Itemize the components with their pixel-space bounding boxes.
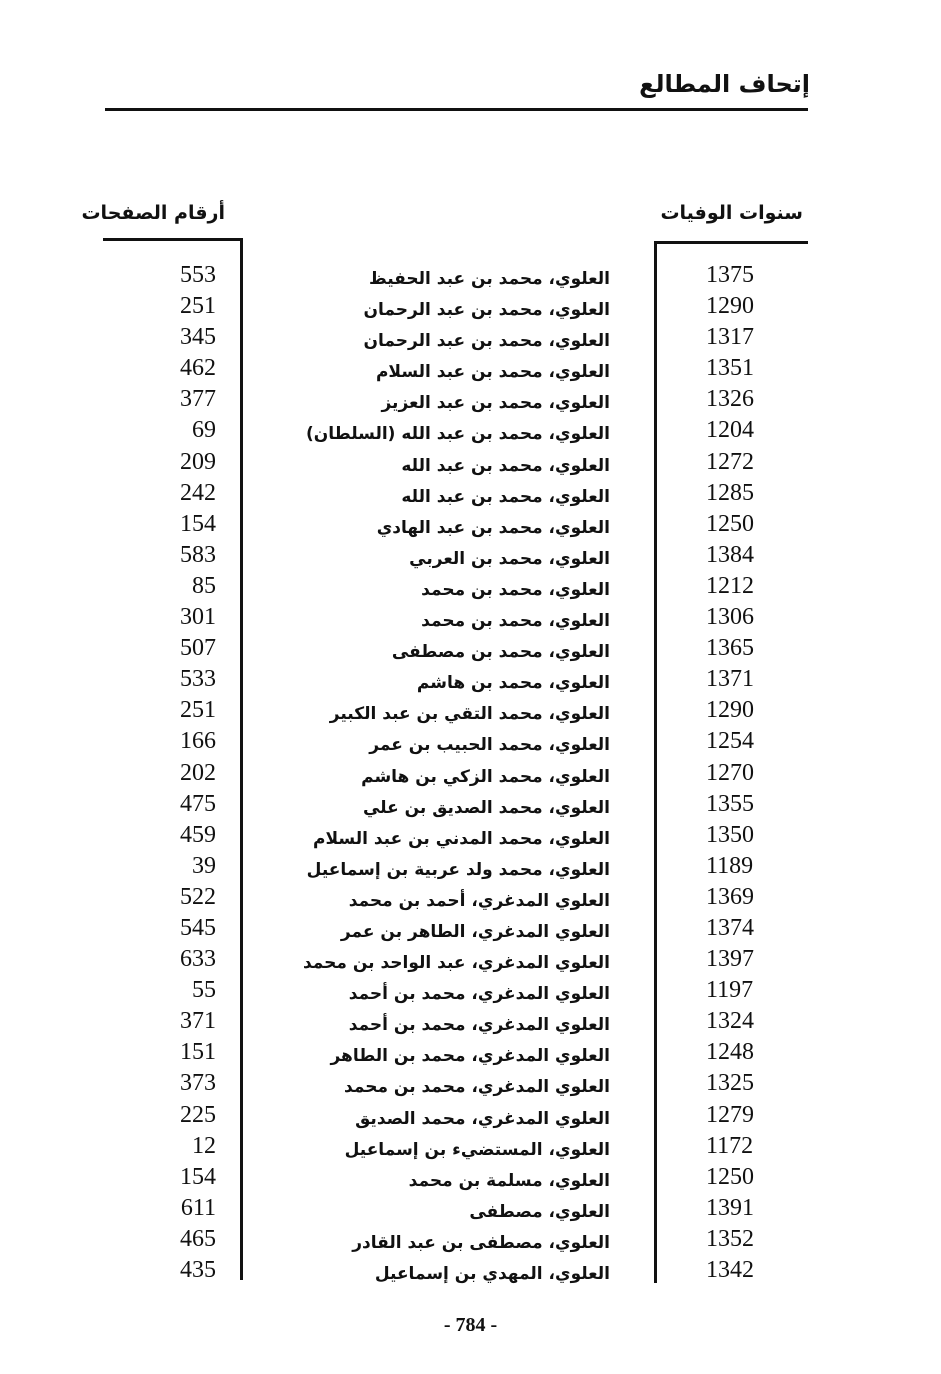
table-row [0,1100,941,1131]
page-reference: 69 [192,417,216,444]
person-name: العلوي، محمد الحبيب بن عمر [369,735,610,756]
page-reference: 553 [180,262,216,288]
death-year: 1384 [706,541,754,568]
table-row [0,353,941,384]
years-column-rule-top [656,241,808,244]
death-year: 1369 [706,883,754,910]
death-year: 1391 [706,1194,754,1221]
person-name: العلوي، محمد بن عبد العزيز [381,393,610,414]
page-reference: 166 [180,728,216,755]
death-year: 1212 [706,572,754,599]
table-row [0,1131,941,1162]
table-row [0,851,941,882]
page-reference: 611 [180,1194,216,1221]
person-name: العلوي، محمد بن هاشم [416,673,610,694]
person-name: العلوي، محمد بن عبد السلام [375,362,610,383]
table-row [0,633,941,664]
page-reference: 12 [192,1132,216,1159]
person-name: العلوي المدغري، عبد الواحد بن محمد [302,953,610,974]
table-row [0,571,941,602]
page-reference: 39 [192,852,216,879]
person-name: العلوي، محمد بن عبد الحفيظ [368,269,610,289]
death-year: 1172 [706,1132,754,1159]
table-row [0,820,941,851]
person-name: العلوي المدغري، محمد بن محمد [344,1077,610,1098]
running-title: إتحاف المطالع [639,70,810,98]
table-row [0,975,941,1006]
page-reference: 533 [180,666,216,693]
page-reference: 583 [180,541,216,568]
page-reference: 151 [180,1039,216,1066]
page-reference: 154 [180,510,216,537]
person-name: العلوي المدغري، الطاهر بن عمر [340,921,610,942]
table-row [0,1037,941,1068]
person-name: العلوي، محمد بن عبد الله [401,486,610,507]
death-year: 1397 [706,946,754,973]
death-year: 1248 [706,1039,754,1066]
person-name: العلوي، محمد الزكي بن هاشم [361,766,610,787]
pages-column-rule-top [103,238,243,241]
death-year: 1375 [706,262,754,288]
page-number: - 784 - [443,1314,498,1336]
death-year: 1326 [706,386,754,413]
death-year: 1325 [706,1070,754,1097]
person-name: العلوي، محمد المدني بن عبد السلام [313,828,610,849]
person-name: العلوي، محمد بن عبد الرحمان [363,331,610,352]
years-column-heading: سنوات الوفيات [660,202,803,224]
table-row [0,726,941,757]
death-year: 1250 [706,510,754,537]
page-reference: 251 [180,293,216,320]
person-name: العلوي، محمد بن محمد [421,611,610,632]
person-name: العلوي المدغري، محمد بن الطاهر [330,1046,610,1067]
page-reference: 545 [180,914,216,941]
death-year: 1324 [706,1008,754,1035]
table-row [0,291,941,322]
page-reference: 462 [180,355,216,382]
table-row [0,509,941,540]
death-year: 1285 [706,479,754,506]
table-row [0,1224,941,1255]
page-reference: 459 [180,821,216,848]
person-name: العلوي المدغري، أحمد بن محمد [348,890,610,911]
page-reference: 371 [180,1008,216,1035]
person-name: العلوي، محمد ولد عربية بن إسماعيل [306,859,610,880]
death-year: 1355 [706,790,754,817]
person-name: العلوي، محمد بن عبد الرحمان [363,300,610,321]
death-year: 1254 [706,728,754,755]
page-reference: 373 [180,1070,216,1097]
person-name: العلوي، محمد بن عبد الله (السلطان) [306,424,610,445]
death-year: 1350 [706,821,754,848]
table-row [0,384,941,415]
person-name: العلوي، محمد بن عبد الهادي [376,517,610,538]
page-reference: 435 [180,1257,216,1283]
page-reference: 242 [180,479,216,506]
death-year: 1250 [706,1163,754,1190]
person-name: العلوي، محمد الصديق بن علي [362,797,610,818]
header-rule [105,108,808,111]
person-name: العلوي، مسلمة بن محمد [408,1170,610,1191]
death-year: 1365 [706,635,754,662]
death-year: 1371 [706,666,754,693]
page-reference: 209 [180,448,216,475]
page-reference: 85 [192,572,216,599]
death-year: 1290 [706,697,754,724]
death-year: 1306 [706,604,754,631]
table-row [0,944,941,975]
person-name: العلوي، محمد بن عبد الله [401,455,610,476]
person-name: العلوي، المهدي بن إسماعيل [374,1264,610,1284]
page-reference: 465 [180,1225,216,1252]
table-row [0,540,941,571]
table-row [0,789,941,820]
person-name: العلوي، المستضيء بن إسماعيل [344,1139,610,1160]
person-name: العلوي، مصطفى بن عبد القادر [352,1232,610,1253]
page-reference: 251 [180,697,216,724]
page-reference: 225 [180,1101,216,1128]
table-row [0,1162,941,1193]
death-year: 1374 [706,914,754,941]
page-reference: 475 [180,790,216,817]
page-reference: 507 [180,635,216,662]
person-name: العلوي، محمد التقي بن عبد الكبير [329,704,610,725]
pages-column-heading: أرقام الصفحات [81,202,225,224]
death-year: 1351 [706,355,754,382]
page-reference: 301 [180,604,216,631]
table-row [0,415,941,446]
page-reference: 345 [180,324,216,351]
person-name: العلوي، محمد بن العربي [409,548,610,569]
table-row [0,260,941,291]
death-year: 1317 [706,324,754,351]
table-row [0,478,941,509]
person-name: العلوي المدغري، محمد بن أحمد [348,1015,610,1036]
table-row [0,913,941,944]
death-year: 1204 [706,417,754,444]
page-reference: 154 [180,1163,216,1190]
table-row [0,1193,941,1224]
table-row [0,758,941,789]
table-row [0,1006,941,1037]
page-reference: 55 [192,977,216,1004]
death-year: 1279 [706,1101,754,1128]
person-name: العلوي المدغري، محمد الصديق [355,1108,610,1129]
page-reference: 202 [180,759,216,786]
person-name: العلوي المدغري، محمد بن أحمد [348,984,610,1005]
death-year: 1272 [706,448,754,475]
table-row [0,882,941,913]
index-table [0,260,941,1286]
death-year: 1342 [706,1257,754,1283]
page-reference: 522 [180,883,216,910]
table-row [0,695,941,726]
table-row [0,447,941,478]
death-year: 1290 [706,293,754,320]
person-name: العلوي، محمد بن محمد [421,579,610,600]
death-year: 1197 [706,977,754,1004]
table-row [0,322,941,353]
table-row [0,664,941,695]
page-reference: 377 [180,386,216,413]
death-year: 1352 [706,1225,754,1252]
table-row [0,1068,941,1099]
person-name: العلوي، محمد بن مصطفى [391,642,610,663]
page-reference: 633 [180,946,216,973]
table-row [0,602,941,633]
table-row [0,1255,941,1286]
death-year: 1189 [706,852,754,879]
death-year: 1270 [706,759,754,786]
person-name: العلوي، مصطفى [469,1201,610,1222]
